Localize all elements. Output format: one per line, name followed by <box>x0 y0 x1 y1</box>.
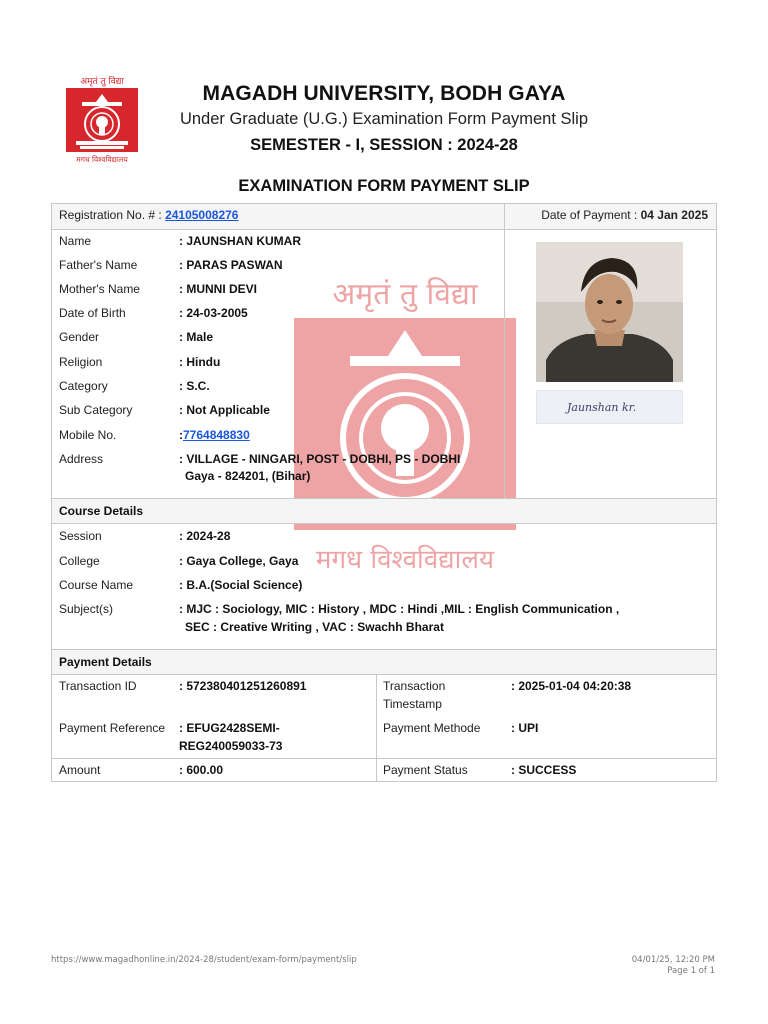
footer-url: https://www.magadhonline.in/2024-28/student/exam-form/payment/slip <box>51 955 357 965</box>
address-label: Address <box>59 452 104 466</box>
mobile-prefix: : <box>179 428 183 442</box>
semester-session: SEMESTER - I, SESSION : 2024-28 <box>250 136 518 154</box>
address-line-1: : VILLAGE - NINGARI, POST - DOBHI, PS - DOBHI <box>179 452 461 466</box>
timestamp-value: : 2025-01-04 04:20:38 <box>511 679 632 693</box>
father-name-value: : PARAS PASWAN <box>179 258 283 272</box>
session-value: : 2024-28 <box>179 529 231 543</box>
college-label: College <box>59 554 100 568</box>
watermark-motto: अमृतं तु विद्या <box>332 277 478 312</box>
document-subtitle: Under Graduate (U.G.) Examination Form Payment Slip <box>179 110 589 128</box>
mobile-number-link[interactable]: 7764848830 <box>183 428 250 442</box>
timestamp-label-line-2: Timestamp <box>383 697 442 711</box>
slip-heading: EXAMINATION FORM PAYMENT SLIP <box>238 177 530 195</box>
amount-value: : 600.00 <box>179 763 224 777</box>
gender-value: : Male <box>179 330 214 344</box>
transaction-id-value: : 572380401251260891 <box>179 679 307 693</box>
address-line-2: Gaya - 824201, (Bihar) <box>185 469 311 483</box>
category-label: Category <box>59 379 108 393</box>
mobile-label: Mobile No. <box>59 428 117 442</box>
course-name-label: Course Name <box>59 578 134 592</box>
payment-reference-label: Payment Reference <box>59 721 166 735</box>
payment-status-label: Payment Status <box>383 763 468 777</box>
religion-value: : Hindu <box>179 355 221 369</box>
category-value: : S.C. <box>179 379 210 393</box>
footer-page-number: Page 1 of 1 <box>667 966 715 976</box>
gender-label: Gender <box>59 330 100 344</box>
mobile-value <box>179 426 250 444</box>
payment-date <box>541 206 708 224</box>
course-section-band <box>52 499 716 523</box>
name-label: Name <box>59 234 92 248</box>
course-details-heading: Course Details <box>59 504 144 518</box>
college-value: : Gaya College, Gaya <box>179 554 299 568</box>
religion-label: Religion <box>59 355 103 369</box>
footer-datetime: 04/01/25, 12:20 PM <box>631 955 715 965</box>
university-title: MAGADH UNIVERSITY, BODH GAYA <box>202 82 566 105</box>
payment-reference-line-2: REG240059033-73 <box>179 739 283 753</box>
student-signature <box>536 390 683 424</box>
session-label: Session <box>59 529 102 543</box>
payment-date-value: 04 Jan 2025 <box>640 208 708 222</box>
registration-no <box>59 206 238 224</box>
amount-label: Amount <box>59 763 101 777</box>
student-photo <box>536 242 683 382</box>
watermark-name: मगध विश्वविद्यालय <box>315 545 495 575</box>
subjects-line-1: : MJC : Sociology, MIC : History , MDC : Hindi ,MIL : English Communication , <box>179 602 620 616</box>
subjects-line-2: SEC : Creative Writing , VAC : Swachh Bharat <box>185 620 444 634</box>
payment-reference-line-1: : EFUG2428SEMI- <box>179 721 280 735</box>
logo-motto: अमृतं तु विद्या <box>80 77 124 87</box>
payment-method-label: Payment Methode <box>383 721 481 735</box>
signature-text: Jaunshan kr. <box>567 401 637 414</box>
dob-label: Date of Birth <box>59 306 126 320</box>
timestamp-label-line-1: Transaction <box>383 679 446 693</box>
logo-name: मगध विश्वविद्यालय <box>76 155 128 164</box>
payment-date-label: Date of Payment : <box>541 208 638 222</box>
mother-name-value: : MUNNI DEVI <box>179 282 257 296</box>
payment-details-heading: Payment Details <box>59 655 152 669</box>
course-name-value: : B.A.(Social Science) <box>179 578 303 592</box>
registration-label: Registration No. # : <box>59 208 162 222</box>
dob-value: : 24-03-2005 <box>179 306 248 320</box>
payment-method-value: : UPI <box>511 721 539 735</box>
father-name-label: Father's Name <box>59 258 138 272</box>
payment-status-value: : SUCCESS <box>511 763 577 777</box>
mother-name-label: Mother's Name <box>59 282 140 296</box>
sub-category-value: : Not Applicable <box>179 403 270 417</box>
sub-category-label: Sub Category <box>59 403 133 417</box>
transaction-id-label: Transaction ID <box>59 679 137 693</box>
registration-number-link[interactable]: 24105008276 <box>165 208 239 222</box>
subjects-label: Subject(s) <box>59 602 114 616</box>
name-value: : JAUNSHAN KUMAR <box>179 234 301 248</box>
